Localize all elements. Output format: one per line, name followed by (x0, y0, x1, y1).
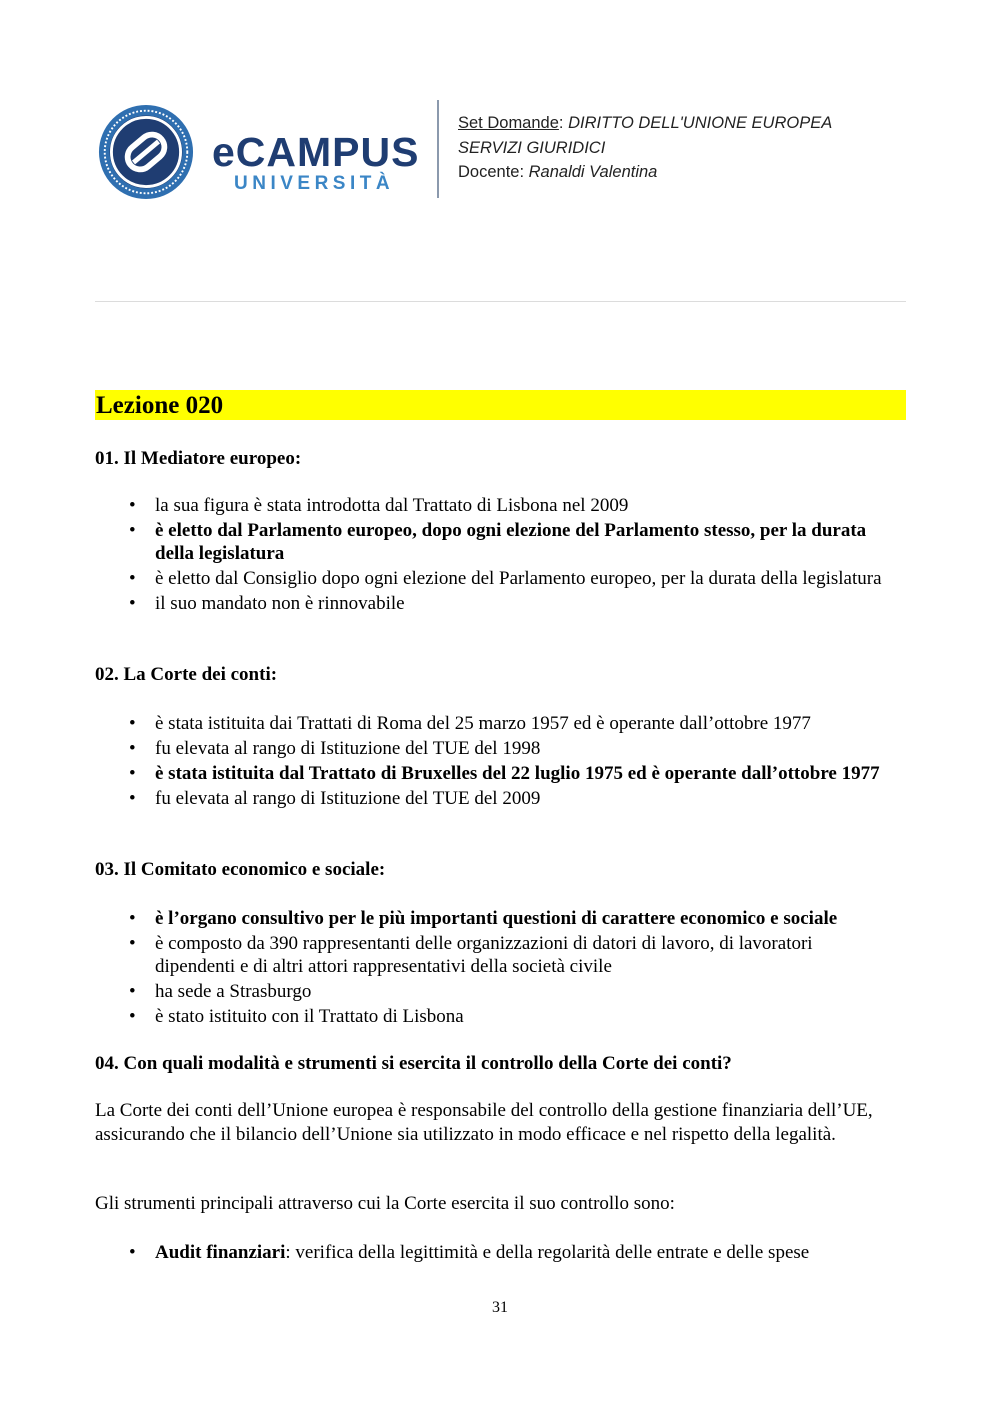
course-name: SERVIZI GIURIDICI (458, 138, 606, 157)
page-number: 31 (492, 1299, 508, 1316)
answer-option-correct: • è eletto dal Parlamento europeo, dopo ogni elezione del Parlamento stesso, per la durata della legislatura (95, 519, 895, 565)
teacher-name: Ranaldi Valentina (528, 163, 658, 181)
answer-paragraph: Gli strumenti principali attraverso cui la Corte esercita il suo controllo sono: (95, 1193, 675, 1214)
document-header-info (458, 111, 832, 185)
question-title: 02. La Corte dei conti: (95, 664, 278, 685)
answer-option: • ha sede a Strasburgo (95, 980, 895, 1003)
header-divider (437, 100, 439, 198)
answer-option: • fu elevata al rango di Istituzione del TUE del 1998 (95, 737, 895, 760)
answer-option-correct: • è stata istituita dal Trattato di Bruxelles del 22 luglio 1975 ed è operante dall’ottobre 1977 (95, 762, 895, 785)
header-rule (95, 301, 906, 302)
ecampus-seal-icon (98, 104, 194, 200)
answer-option: • è stato istituito con il Trattato di Lisbona (95, 1005, 895, 1028)
answer-option: • è eletto dal Consiglio dopo ogni elezione del Parlamento europeo, per la durata della legislatura (95, 567, 895, 590)
instrument-description: : verifica della legittimità e della regolarità delle entrate e delle spese (285, 1242, 810, 1263)
answer-list (95, 494, 895, 617)
instrument-item (95, 1241, 895, 1264)
header-line-teacher (458, 160, 832, 185)
answer-option: • la sua figura è stata introdotta dal Trattato di Lisbona nel 2009 (95, 494, 895, 517)
answer-option: • è stata istituita dai Trattati di Roma del 25 marzo 1957 ed è operante dall’ottobre 1977 (95, 712, 895, 735)
logo-subtitle-text: UNIVERSITÀ (234, 173, 395, 194)
ecampus-wordmark (212, 129, 420, 195)
set-label: Set Domande (458, 114, 559, 132)
answer-list (95, 712, 895, 812)
answer-option: • è composto da 390 rappresentanti delle organizzazioni di datori di lavoro, di lavoratori dipendenti e di altri attori rappresentativi della società civile (95, 932, 895, 978)
answer-option: • fu elevata al rango di Istituzione del TUE del 2009 (95, 787, 895, 810)
answer-option-correct: • è l’organo consultivo per le più importanti questioni di carattere economico e sociale (95, 907, 895, 930)
logo-wordmark-text: eCAMPUS (212, 129, 420, 175)
subject-name: DIRITTO DELL'UNIONE EUROPEA (568, 114, 833, 132)
answer-list (95, 907, 895, 1030)
instrument-list (95, 1241, 895, 1266)
answer-paragraph: La Corte dei conti dell’Unione europea è responsabile del controllo della gestione finanziaria dell’UE, assicurando che il bilancio dell’Unione sia utilizzato in modo efficace e nel rispetto della legalità. (95, 1100, 873, 1145)
question-title: 04. Con quali modalità e strumenti si esercita il controllo della Corte dei conti? (95, 1053, 732, 1074)
answer-option: • il suo mandato non è rinnovabile (95, 592, 895, 615)
question-title: 03. Il Comitato economico e sociale: (95, 859, 386, 880)
lesson-title: Lezione 020 (96, 392, 224, 419)
set-separator: : (558, 114, 569, 132)
instrument-term: Audit finanziari (155, 1242, 286, 1263)
teacher-label: Docente: (458, 163, 529, 181)
header-line-set (458, 111, 832, 136)
question-title: 01. Il Mediatore europeo: (95, 448, 302, 469)
